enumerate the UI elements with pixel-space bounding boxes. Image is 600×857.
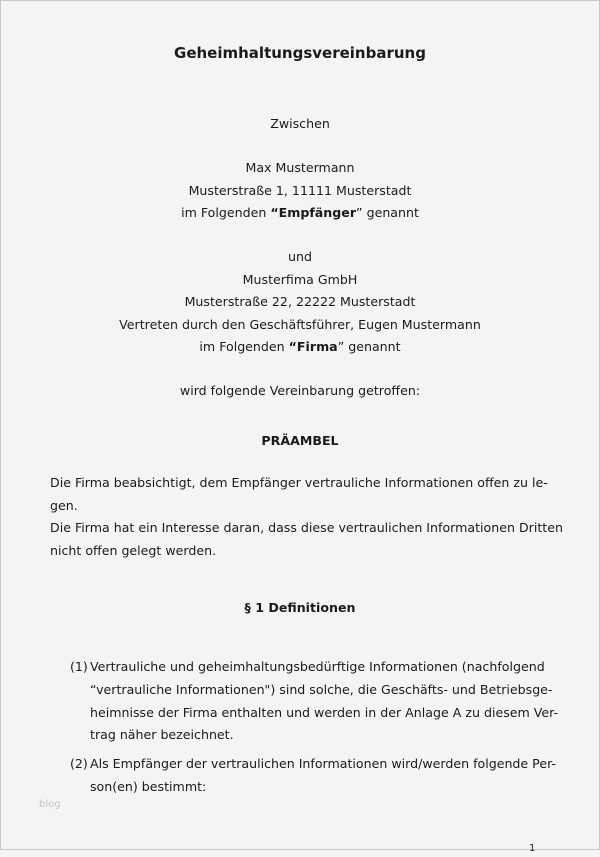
section1-heading: § 1 Definitionen bbox=[244, 600, 356, 615]
ref-pre: im Folgenden bbox=[199, 339, 289, 354]
preamble-heading: PRÄAMBEL bbox=[261, 433, 339, 448]
party2-address: Musterstraße 22, 22222 Musterstadt bbox=[184, 294, 416, 309]
preamble-line: Die Firma hat ein Interesse daran, dass diese vertraulichen Informationen Dritten bbox=[50, 520, 563, 535]
item-line: trag näher bezeichnet. bbox=[90, 727, 234, 742]
party2-name: Musterfima GmbH bbox=[242, 272, 358, 287]
item-number: (1) bbox=[70, 659, 88, 674]
item-line: Vertrauliche und geheimhaltungsbedürftige Informationen (nachfolgend bbox=[90, 659, 545, 674]
and-label: und bbox=[288, 249, 312, 264]
watermark: blog bbox=[39, 799, 61, 810]
between-label: Zwischen bbox=[270, 116, 330, 131]
ref-post: ” genannt bbox=[337, 339, 401, 354]
party1-reference bbox=[1, 205, 599, 221]
preamble-line: gen. bbox=[50, 498, 78, 513]
party1-address: Musterstraße 1, 11111 Musterstadt bbox=[188, 183, 412, 198]
ref-term: “Empfänger bbox=[270, 205, 357, 220]
preamble-line: nicht offen gelegt werden. bbox=[50, 543, 217, 558]
party2-representative: Vertreten durch den Geschäftsführer, Eugen Mustermann bbox=[119, 317, 481, 332]
ref-post: ” genannt bbox=[356, 205, 419, 220]
ref-pre: im Folgenden bbox=[181, 205, 271, 220]
party2-reference bbox=[1, 339, 599, 355]
page-number: 1 bbox=[529, 843, 536, 854]
agreement-line: wird folgende Vereinbarung getroffen: bbox=[179, 383, 421, 398]
document-title: Geheimhaltungsvereinbarung bbox=[174, 44, 426, 62]
ref-term: “Firma bbox=[288, 339, 338, 354]
party1-name: Max Mustermann bbox=[245, 160, 355, 175]
item-line: Als Empfänger der vertraulichen Informationen wird/werden folgende Per- bbox=[90, 756, 556, 771]
item-number: (2) bbox=[70, 756, 88, 771]
item-line: “vertrauliche Informationen") sind solche, die Geschäfts- und Betriebsge- bbox=[90, 682, 553, 697]
item-line: son(en) bestimmt: bbox=[90, 779, 207, 794]
preamble-line: Die Firma beabsichtigt, dem Empfänger vertrauliche Informationen offen zu le- bbox=[50, 475, 548, 490]
item-line: heimnisse der Firma enthalten und werden in der Anlage A zu diesem Ver- bbox=[90, 705, 559, 720]
